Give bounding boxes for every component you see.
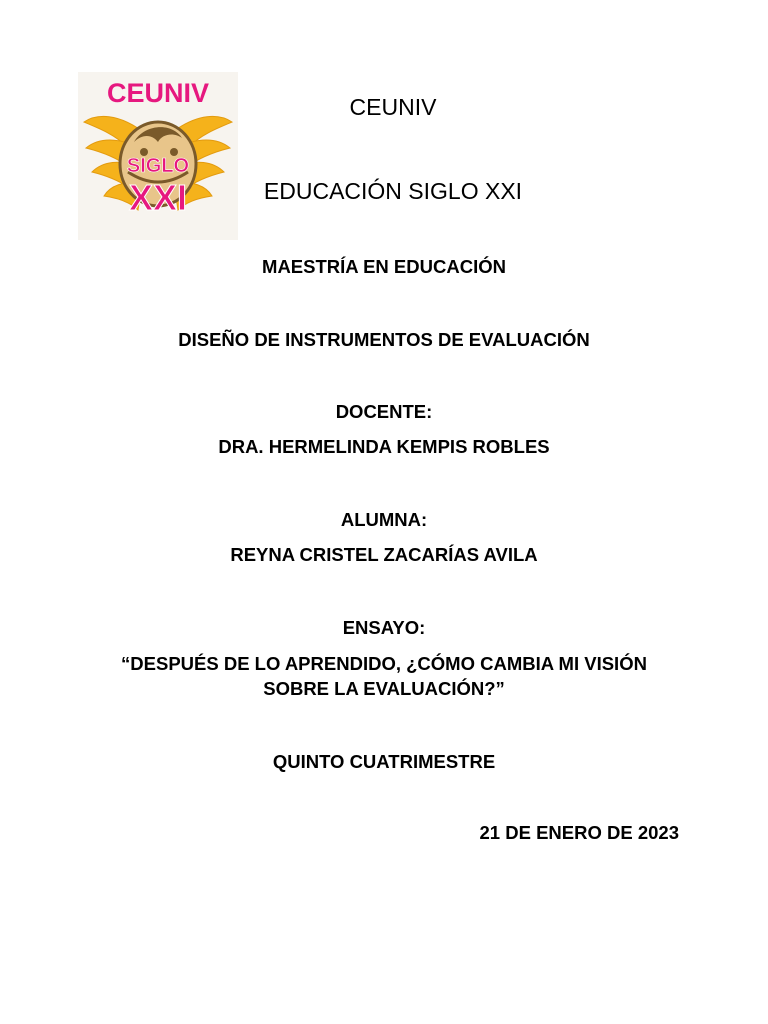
- teacher-name: DRA. HERMELINDA KEMPIS ROBLES: [218, 436, 550, 457]
- teacher-label: DOCENTE:: [335, 401, 433, 422]
- ceuniv-logo: [78, 72, 238, 240]
- logo-text-xxi: XXI: [128, 177, 188, 218]
- institution-subtitle: EDUCACIÓN SIGLO XXI: [263, 178, 523, 204]
- ceuniv-logo-graphic: [78, 72, 238, 240]
- student-name: REYNA CRISTEL ZACARÍAS AVILA: [230, 544, 538, 565]
- program-name: MAESTRÍA EN EDUCACIÓN: [262, 256, 506, 277]
- essay-title-line2: SOBRE LA EVALUACIÓN?”: [263, 678, 505, 699]
- essay-title-line1: “DESPUÉS DE LO APRENDIDO, ¿CÓMO CAMBIA MI VISIÓN: [121, 653, 647, 674]
- logo-text-ceuniv: CEUNIV: [106, 78, 210, 108]
- document-date: 21 DE ENERO DE 2023: [479, 822, 679, 843]
- course-name: DISEÑO DE INSTRUMENTOS DE EVALUACIÓN: [178, 329, 590, 350]
- logo-text-siglo: SIGLO: [126, 155, 190, 177]
- essay-label: ENSAYO:: [342, 617, 426, 638]
- student-label: ALUMNA:: [340, 509, 428, 530]
- institution-name: CEUNIV: [349, 94, 437, 120]
- term: QUINTO CUATRIMESTRE: [272, 751, 496, 772]
